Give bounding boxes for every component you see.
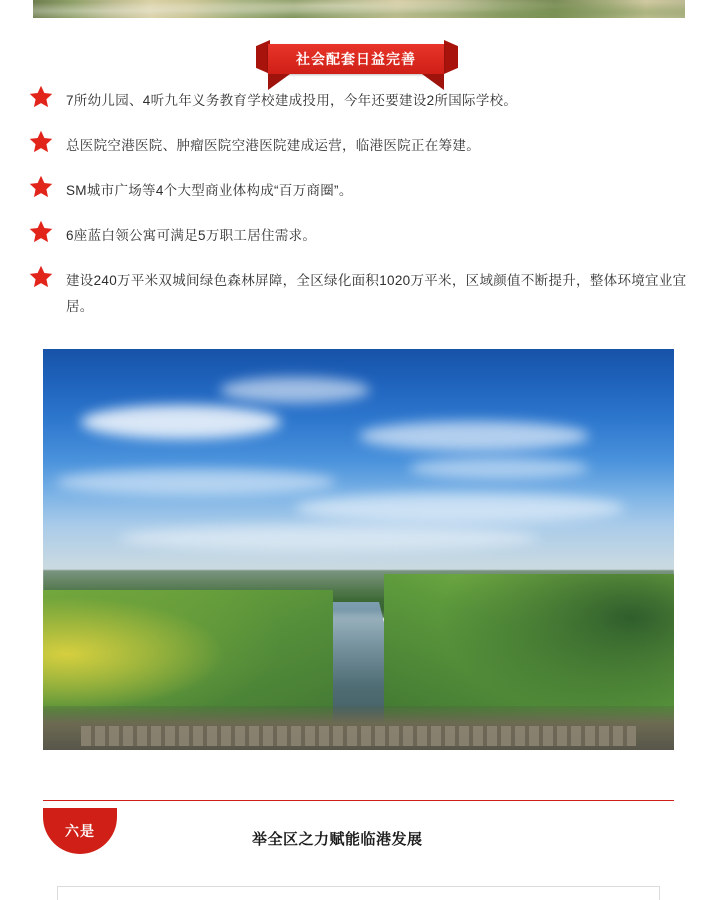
- star-icon: [28, 129, 54, 155]
- bottom-content-card: [57, 886, 660, 900]
- photo-cloud: [81, 405, 281, 439]
- photo-boardwalk: [81, 726, 636, 746]
- list-item-text: SM城市广场等4个大型商业体构成“百万商圈”。: [66, 183, 353, 198]
- section-badge: [43, 808, 117, 854]
- section-divider: [43, 800, 674, 801]
- list-item: [28, 133, 690, 159]
- section-badge-label: 六是: [65, 823, 95, 839]
- list-item-text: 7所幼儿园、4听九年义务教育学校建成投用，今年还要建设2所国际学校。: [66, 93, 518, 108]
- star-icon: [28, 174, 54, 200]
- ribbon-banner: [268, 44, 444, 74]
- list-item: [28, 88, 690, 114]
- list-item-text: 建设240万平米双城间绿色森林屏障，全区绿化面积1020万平米，区域颜值不断提升，整体环境宜业宜居。: [66, 273, 687, 314]
- section-title: 举全区之力赋能临港发展: [252, 831, 423, 848]
- star-icon: [28, 264, 54, 290]
- ribbon-right-fold: [444, 40, 458, 74]
- photo-cloud: [359, 421, 589, 451]
- top-photo-strip: [33, 0, 685, 18]
- main-photo: [43, 349, 674, 750]
- list-item-text: 总医院空港医院、肿瘤医院空港医院建成运营，临港医院正在筹建。: [66, 138, 480, 153]
- top-photo-highlights: [33, 0, 685, 18]
- list-item: [28, 268, 690, 320]
- list-item: [28, 223, 690, 249]
- ribbon-heading: [0, 40, 717, 92]
- bullet-list: [28, 88, 690, 339]
- list-item-text: 6座蓝白领公寓可满足5万职工居住需求。: [66, 228, 317, 243]
- star-icon: [28, 219, 54, 245]
- star-icon: [28, 84, 54, 110]
- photo-cloud: [220, 377, 370, 403]
- ribbon-title: 社会配套日益完善: [296, 51, 416, 67]
- list-item: [28, 178, 690, 204]
